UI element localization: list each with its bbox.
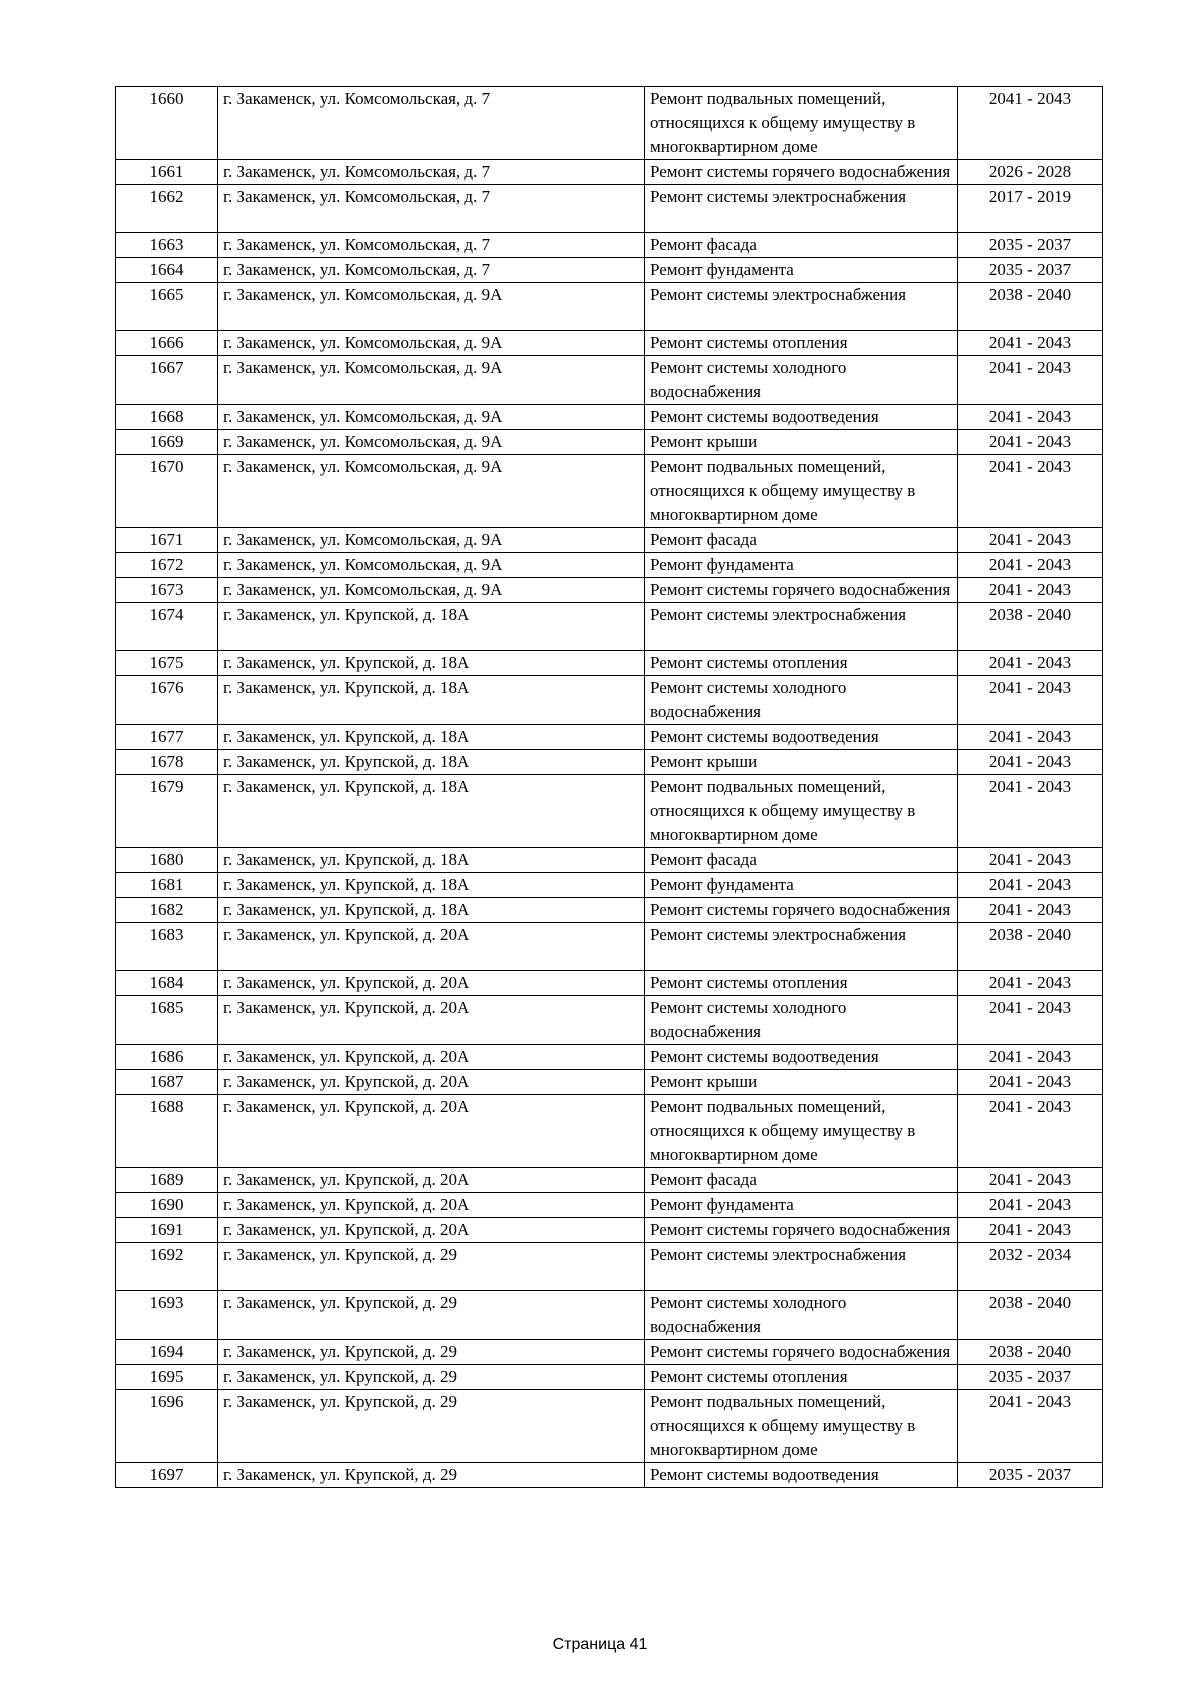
- address-cell: г. Закаменск, ул. Крупской, д. 20А: [218, 1045, 645, 1070]
- table-row: [116, 923, 1103, 971]
- row-number-cell: 1697: [116, 1463, 218, 1488]
- address-cell: г. Закаменск, ул. Крупской, д. 18А: [218, 898, 645, 923]
- table-row: [116, 651, 1103, 676]
- years-cell: 2041 - 2043: [958, 356, 1103, 405]
- years-cell: 2038 - 2040: [958, 603, 1103, 651]
- table-row: [116, 1340, 1103, 1365]
- row-number-cell: 1676: [116, 676, 218, 725]
- years-cell: 2035 - 2037: [958, 1463, 1103, 1488]
- row-number-cell: 1670: [116, 455, 218, 528]
- years-cell: 2041 - 2043: [958, 750, 1103, 775]
- years-cell: 2041 - 2043: [958, 1045, 1103, 1070]
- years-cell: 2041 - 2043: [958, 1193, 1103, 1218]
- work-type-cell: Ремонт фасада: [645, 233, 958, 258]
- row-number-cell: 1696: [116, 1390, 218, 1463]
- row-number-cell: 1674: [116, 603, 218, 651]
- address-cell: г. Закаменск, ул. Комсомольская, д. 9А: [218, 405, 645, 430]
- work-type-cell: Ремонт системы холодного водоснабжения: [645, 676, 958, 725]
- work-type-cell: Ремонт системы холодного водоснабжения: [645, 1291, 958, 1340]
- work-type-cell: Ремонт системы отопления: [645, 651, 958, 676]
- address-cell: г. Закаменск, ул. Комсомольская, д. 9А: [218, 331, 645, 356]
- work-type-cell: Ремонт системы горячего водоснабжения: [645, 578, 958, 603]
- table-row: [116, 873, 1103, 898]
- repair-schedule-table: [115, 86, 1103, 1488]
- row-number-cell: 1666: [116, 331, 218, 356]
- years-cell: 2041 - 2043: [958, 848, 1103, 873]
- address-cell: г. Закаменск, ул. Крупской, д. 29: [218, 1463, 645, 1488]
- work-type-cell: Ремонт фасада: [645, 528, 958, 553]
- row-number-cell: 1671: [116, 528, 218, 553]
- years-cell: 2038 - 2040: [958, 1291, 1103, 1340]
- years-cell: 2038 - 2040: [958, 923, 1103, 971]
- row-number-cell: 1683: [116, 923, 218, 971]
- years-cell: 2041 - 2043: [958, 1070, 1103, 1095]
- table-row: [116, 1243, 1103, 1291]
- address-cell: г. Закаменск, ул. Комсомольская, д. 9А: [218, 430, 645, 455]
- address-cell: г. Закаменск, ул. Крупской, д. 29: [218, 1390, 645, 1463]
- row-number-cell: 1693: [116, 1291, 218, 1340]
- address-cell: г. Закаменск, ул. Крупской, д. 18А: [218, 651, 645, 676]
- years-cell: 2017 - 2019: [958, 185, 1103, 233]
- address-cell: г. Закаменск, ул. Крупской, д. 20А: [218, 923, 645, 971]
- table-row: [116, 603, 1103, 651]
- row-number-cell: 1690: [116, 1193, 218, 1218]
- table-body: [116, 87, 1103, 1488]
- work-type-cell: Ремонт подвальных помещений, относящихся к общему имуществу в многоквартирном доме: [645, 1390, 958, 1463]
- row-number-cell: 1682: [116, 898, 218, 923]
- work-type-cell: Ремонт системы водоотведения: [645, 1463, 958, 1488]
- years-cell: 2041 - 2043: [958, 1390, 1103, 1463]
- address-cell: г. Закаменск, ул. Комсомольская, д. 9А: [218, 553, 645, 578]
- table-row: [116, 1070, 1103, 1095]
- work-type-cell: Ремонт фундамента: [645, 1193, 958, 1218]
- row-number-cell: 1684: [116, 971, 218, 996]
- table-row: [116, 1193, 1103, 1218]
- work-type-cell: Ремонт подвальных помещений, относящихся к общему имуществу в многоквартирном доме: [645, 775, 958, 848]
- address-cell: г. Закаменск, ул. Крупской, д. 18А: [218, 603, 645, 651]
- row-number-cell: 1695: [116, 1365, 218, 1390]
- address-cell: г. Закаменск, ул. Крупской, д. 29: [218, 1243, 645, 1291]
- address-cell: г. Закаменск, ул. Крупской, д. 18А: [218, 725, 645, 750]
- years-cell: 2035 - 2037: [958, 233, 1103, 258]
- repair-schedule-table-container: [115, 86, 1102, 1488]
- years-cell: 2041 - 2043: [958, 898, 1103, 923]
- work-type-cell: Ремонт фундамента: [645, 553, 958, 578]
- address-cell: г. Закаменск, ул. Крупской, д. 20А: [218, 1218, 645, 1243]
- address-cell: г. Закаменск, ул. Крупской, д. 20А: [218, 1070, 645, 1095]
- table-row: [116, 405, 1103, 430]
- row-number-cell: 1685: [116, 996, 218, 1045]
- address-cell: г. Закаменск, ул. Крупской, д. 20А: [218, 996, 645, 1045]
- address-cell: г. Закаменск, ул. Комсомольская, д. 7: [218, 87, 645, 160]
- work-type-cell: Ремонт подвальных помещений, относящихся к общему имуществу в многоквартирном доме: [645, 87, 958, 160]
- work-type-cell: Ремонт фундамента: [645, 873, 958, 898]
- work-type-cell: Ремонт системы отопления: [645, 971, 958, 996]
- years-cell: 2041 - 2043: [958, 578, 1103, 603]
- address-cell: г. Закаменск, ул. Комсомольская, д. 9А: [218, 455, 645, 528]
- table-row: [116, 1365, 1103, 1390]
- row-number-cell: 1691: [116, 1218, 218, 1243]
- address-cell: г. Закаменск, ул. Крупской, д. 20А: [218, 971, 645, 996]
- table-row: [116, 455, 1103, 528]
- table-row: [116, 578, 1103, 603]
- row-number-cell: 1688: [116, 1095, 218, 1168]
- address-cell: г. Закаменск, ул. Крупской, д. 29: [218, 1365, 645, 1390]
- row-number-cell: 1672: [116, 553, 218, 578]
- table-row: [116, 331, 1103, 356]
- row-number-cell: 1662: [116, 185, 218, 233]
- address-cell: г. Закаменск, ул. Комсомольская, д. 9А: [218, 356, 645, 405]
- row-number-cell: 1668: [116, 405, 218, 430]
- row-number-cell: 1673: [116, 578, 218, 603]
- work-type-cell: Ремонт системы горячего водоснабжения: [645, 160, 958, 185]
- years-cell: 2041 - 2043: [958, 676, 1103, 725]
- years-cell: 2041 - 2043: [958, 873, 1103, 898]
- years-cell: 2038 - 2040: [958, 1340, 1103, 1365]
- address-cell: г. Закаменск, ул. Комсомольская, д. 9А: [218, 578, 645, 603]
- table-row: [116, 1095, 1103, 1168]
- table-row: [116, 356, 1103, 405]
- row-number-cell: 1692: [116, 1243, 218, 1291]
- years-cell: 2041 - 2043: [958, 971, 1103, 996]
- years-cell: 2041 - 2043: [958, 651, 1103, 676]
- address-cell: г. Закаменск, ул. Комсомольская, д. 9А: [218, 528, 645, 553]
- years-cell: 2041 - 2043: [958, 725, 1103, 750]
- table-row: [116, 1463, 1103, 1488]
- years-cell: 2032 - 2034: [958, 1243, 1103, 1291]
- table-row: [116, 1291, 1103, 1340]
- work-type-cell: Ремонт системы горячего водоснабжения: [645, 898, 958, 923]
- table-row: [116, 1218, 1103, 1243]
- address-cell: г. Закаменск, ул. Комсомольская, д. 7: [218, 233, 645, 258]
- years-cell: 2041 - 2043: [958, 87, 1103, 160]
- years-cell: 2041 - 2043: [958, 331, 1103, 356]
- years-cell: 2041 - 2043: [958, 528, 1103, 553]
- work-type-cell: Ремонт системы горячего водоснабжения: [645, 1340, 958, 1365]
- row-number-cell: 1681: [116, 873, 218, 898]
- address-cell: г. Закаменск, ул. Крупской, д. 18А: [218, 873, 645, 898]
- years-cell: 2041 - 2043: [958, 1095, 1103, 1168]
- address-cell: г. Закаменск, ул. Комсомольская, д. 9А: [218, 283, 645, 331]
- table-row: [116, 775, 1103, 848]
- years-cell: 2041 - 2043: [958, 430, 1103, 455]
- work-type-cell: Ремонт системы отопления: [645, 331, 958, 356]
- table-row: [116, 750, 1103, 775]
- address-cell: г. Закаменск, ул. Крупской, д. 20А: [218, 1168, 645, 1193]
- work-type-cell: Ремонт системы водоотведения: [645, 1045, 958, 1070]
- years-cell: 2041 - 2043: [958, 775, 1103, 848]
- address-cell: г. Закаменск, ул. Крупской, д. 18А: [218, 775, 645, 848]
- work-type-cell: Ремонт системы электроснабжения: [645, 923, 958, 971]
- table-row: [116, 258, 1103, 283]
- table-row: [116, 848, 1103, 873]
- years-cell: 2041 - 2043: [958, 405, 1103, 430]
- work-type-cell: Ремонт подвальных помещений, относящихся к общему имуществу в многоквартирном доме: [645, 1095, 958, 1168]
- table-row: [116, 430, 1103, 455]
- address-cell: г. Закаменск, ул. Крупской, д. 18А: [218, 848, 645, 873]
- address-cell: г. Закаменск, ул. Крупской, д. 18А: [218, 676, 645, 725]
- row-number-cell: 1667: [116, 356, 218, 405]
- years-cell: 2035 - 2037: [958, 258, 1103, 283]
- address-cell: г. Закаменск, ул. Крупской, д. 29: [218, 1291, 645, 1340]
- work-type-cell: Ремонт фасада: [645, 848, 958, 873]
- row-number-cell: 1677: [116, 725, 218, 750]
- work-type-cell: Ремонт фундамента: [645, 258, 958, 283]
- years-cell: 2041 - 2043: [958, 996, 1103, 1045]
- row-number-cell: 1661: [116, 160, 218, 185]
- work-type-cell: Ремонт системы водоотведения: [645, 405, 958, 430]
- years-cell: 2041 - 2043: [958, 455, 1103, 528]
- work-type-cell: Ремонт системы горячего водоснабжения: [645, 1218, 958, 1243]
- years-cell: 2026 - 2028: [958, 160, 1103, 185]
- work-type-cell: Ремонт системы холодного водоснабжения: [645, 996, 958, 1045]
- work-type-cell: Ремонт крыши: [645, 750, 958, 775]
- table-row: [116, 185, 1103, 233]
- work-type-cell: Ремонт системы электроснабжения: [645, 1243, 958, 1291]
- table-row: [116, 283, 1103, 331]
- work-type-cell: Ремонт крыши: [645, 430, 958, 455]
- address-cell: г. Закаменск, ул. Крупской, д. 20А: [218, 1095, 645, 1168]
- work-type-cell: Ремонт фасада: [645, 1168, 958, 1193]
- table-row: [116, 528, 1103, 553]
- table-row: [116, 676, 1103, 725]
- work-type-cell: Ремонт крыши: [645, 1070, 958, 1095]
- table-row: [116, 553, 1103, 578]
- table-row: [116, 160, 1103, 185]
- table-row: [116, 233, 1103, 258]
- table-row: [116, 898, 1103, 923]
- row-number-cell: 1663: [116, 233, 218, 258]
- years-cell: 2041 - 2043: [958, 1218, 1103, 1243]
- row-number-cell: 1680: [116, 848, 218, 873]
- work-type-cell: Ремонт системы электроснабжения: [645, 603, 958, 651]
- table-row: [116, 725, 1103, 750]
- address-cell: г. Закаменск, ул. Комсомольская, д. 7: [218, 160, 645, 185]
- table-row: [116, 971, 1103, 996]
- row-number-cell: 1686: [116, 1045, 218, 1070]
- row-number-cell: 1687: [116, 1070, 218, 1095]
- row-number-cell: 1689: [116, 1168, 218, 1193]
- work-type-cell: Ремонт системы водоотведения: [645, 725, 958, 750]
- row-number-cell: 1664: [116, 258, 218, 283]
- table-row: [116, 87, 1103, 160]
- address-cell: г. Закаменск, ул. Крупской, д. 20А: [218, 1193, 645, 1218]
- work-type-cell: Ремонт системы электроснабжения: [645, 283, 958, 331]
- row-number-cell: 1678: [116, 750, 218, 775]
- row-number-cell: 1675: [116, 651, 218, 676]
- row-number-cell: 1665: [116, 283, 218, 331]
- table-row: [116, 1168, 1103, 1193]
- work-type-cell: Ремонт системы холодного водоснабжения: [645, 356, 958, 405]
- address-cell: г. Закаменск, ул. Крупской, д. 18А: [218, 750, 645, 775]
- table-row: [116, 1045, 1103, 1070]
- work-type-cell: Ремонт системы отопления: [645, 1365, 958, 1390]
- row-number-cell: 1669: [116, 430, 218, 455]
- years-cell: 2035 - 2037: [958, 1365, 1103, 1390]
- address-cell: г. Закаменск, ул. Крупской, д. 29: [218, 1340, 645, 1365]
- page-number: Страница 41: [552, 1636, 648, 1653]
- address-cell: г. Закаменск, ул. Комсомольская, д. 7: [218, 258, 645, 283]
- years-cell: 2038 - 2040: [958, 283, 1103, 331]
- table-row: [116, 1390, 1103, 1463]
- years-cell: 2041 - 2043: [958, 553, 1103, 578]
- row-number-cell: 1679: [116, 775, 218, 848]
- work-type-cell: Ремонт системы электроснабжения: [645, 185, 958, 233]
- row-number-cell: 1694: [116, 1340, 218, 1365]
- table-row: [116, 996, 1103, 1045]
- row-number-cell: 1660: [116, 87, 218, 160]
- address-cell: г. Закаменск, ул. Комсомольская, д. 7: [218, 185, 645, 233]
- work-type-cell: Ремонт подвальных помещений, относящихся к общему имуществу в многоквартирном доме: [645, 455, 958, 528]
- years-cell: 2041 - 2043: [958, 1168, 1103, 1193]
